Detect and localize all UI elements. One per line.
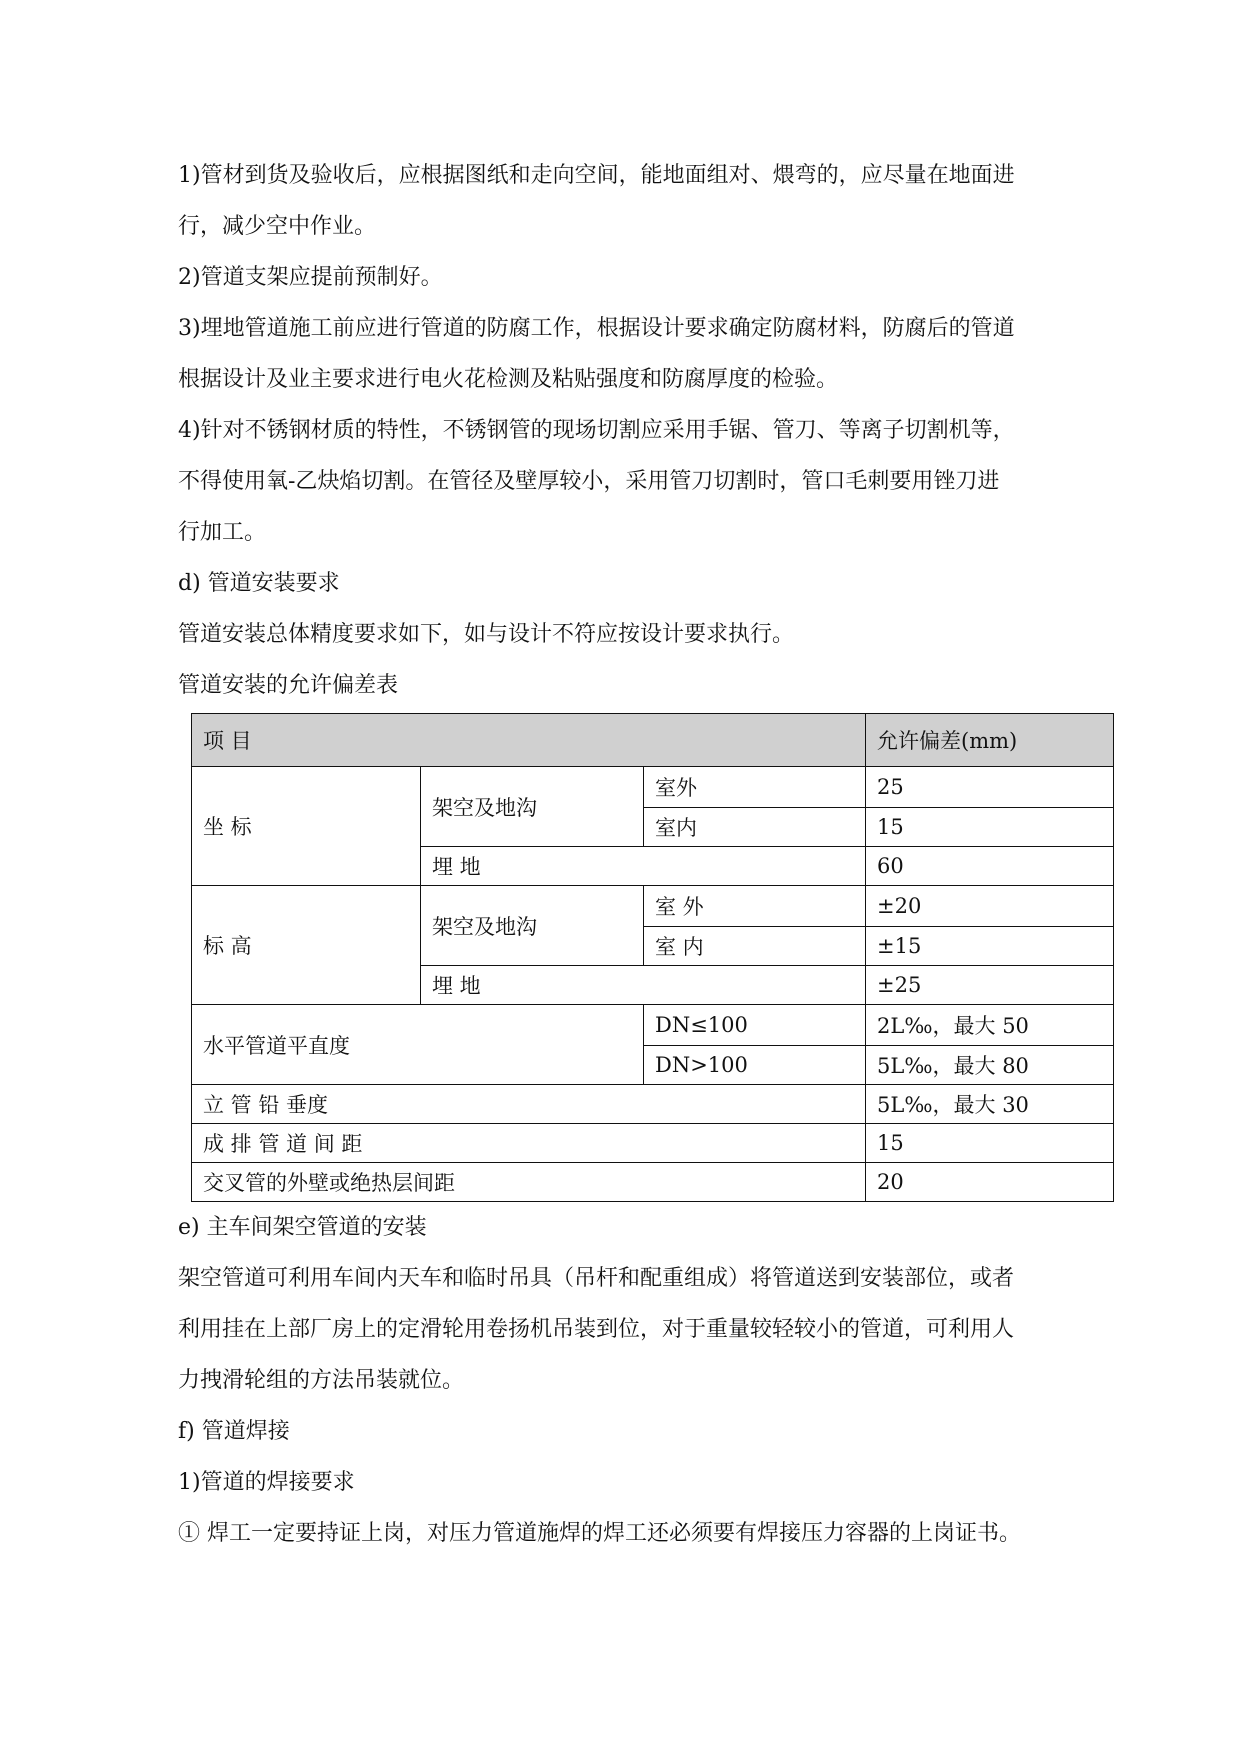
spacing-label: 成 排 管 道 间 距 <box>192 1124 866 1163</box>
paragraph-line: 力拽滑轮组的方法吊装就位。 <box>178 1368 465 1393</box>
elev-indoor-value: ±15 <box>866 927 1114 966</box>
elev-indoor: 室 内 <box>644 927 866 966</box>
paragraph-line: 管道安装总体精度要求如下，如与设计不符应按设计要求执行。 <box>178 622 795 647</box>
table-row <box>192 1085 1114 1124</box>
elev-overhead: 架空及地沟 <box>421 886 644 966</box>
tolerance-table-wrapper <box>191 713 1138 1202</box>
elev-outdoor-value: ±20 <box>866 886 1114 927</box>
coord-outdoor-value: 25 <box>866 767 1114 808</box>
coord-outdoor: 室外 <box>644 767 866 808</box>
cross-label: 交叉管的外壁或绝热层间距 <box>192 1163 866 1202</box>
table-row <box>192 1124 1114 1163</box>
paragraph-line: 2)管道支架应提前预制好。 <box>178 265 443 290</box>
text-after-table <box>178 1202 1138 1559</box>
verticality-value: 5L‰，最大 30 <box>866 1085 1114 1124</box>
straightness-label: 水平管道平直度 <box>192 1005 644 1085</box>
tolerance-table <box>191 713 1114 1202</box>
paragraph-line: ① 焊工一定要持证上岗，对压力管道施焊的焊工还必须要有焊接压力容器的上岗证书。 <box>178 1521 1021 1546</box>
table-row <box>192 886 1114 927</box>
paragraph-line: 4)针对不锈钢材质的特性，不锈钢管的现场切割应采用手锯、管刀、等离子切割机等， <box>178 418 1015 443</box>
coord-label: 坐 标 <box>192 767 421 886</box>
elev-buried: 埋 地 <box>421 966 866 1005</box>
paragraph-line: 根据设计及业主要求进行电火花检测及粘贴强度和防腐厚度的检验。 <box>178 367 839 392</box>
table-row <box>192 767 1114 808</box>
paragraph-line: 不得使用氧-乙炔焰切割。在管径及壁厚较小，采用管刀切割时，管口毛刺要用锉刀进 <box>178 469 1000 494</box>
paragraph-line: 3)埋地管道施工前应进行管道的防腐工作，根据设计要求确定防腐材料，防腐后的管道 <box>178 316 1015 341</box>
table-caption: 管道安装的允许偏差表 <box>178 673 399 698</box>
elev-label: 标 高 <box>192 886 421 1005</box>
coord-overhead: 架空及地沟 <box>421 767 644 847</box>
coord-indoor: 室内 <box>644 808 866 847</box>
coord-buried: 埋 地 <box>421 847 866 886</box>
section-heading-f: f) 管道焊接 <box>178 1419 290 1444</box>
coord-buried-value: 60 <box>866 847 1114 886</box>
paragraph-line: 行加工。 <box>178 520 267 545</box>
cross-value: 20 <box>866 1163 1114 1202</box>
header-item: 项 目 <box>192 714 866 767</box>
straightness-small: DN≤100 <box>644 1005 866 1046</box>
straightness-large-value: 5L‰，最大 80 <box>866 1046 1114 1085</box>
table-row <box>192 1163 1114 1202</box>
section-heading-d: d) 管道安装要求 <box>178 571 340 596</box>
text-before-table <box>178 150 1138 711</box>
header-tolerance: 允许偏差(mm) <box>866 714 1114 767</box>
section-heading-e: e) 主车间架空管道的安装 <box>178 1215 427 1240</box>
spacing-value: 15 <box>866 1124 1114 1163</box>
straightness-small-value: 2L‰，最大 50 <box>866 1005 1114 1046</box>
coord-indoor-value: 15 <box>866 808 1114 847</box>
document-page <box>178 150 1138 1559</box>
table-header-row <box>192 714 1114 767</box>
elev-outdoor: 室 外 <box>644 886 866 927</box>
subheading-welding: 1)管道的焊接要求 <box>178 1470 355 1495</box>
straightness-large: DN>100 <box>644 1046 866 1085</box>
paragraph-line: 1)管材到货及验收后，应根据图纸和走向空间，能地面组对、煨弯的，应尽量在地面进 <box>178 163 1015 188</box>
elev-buried-value: ±25 <box>866 966 1114 1005</box>
verticality-label: 立 管 铅 垂度 <box>192 1085 866 1124</box>
paragraph-line: 架空管道可利用车间内天车和临时吊具（吊杆和配重组成）将管道送到安装部位，或者 <box>178 1266 1015 1291</box>
paragraph-line: 利用挂在上部厂房上的定滑轮用卷扬机吊装到位，对于重量较轻较小的管道，可利用人 <box>178 1317 1015 1342</box>
paragraph-line: 行，减少空中作业。 <box>178 214 377 239</box>
table-row <box>192 1005 1114 1046</box>
